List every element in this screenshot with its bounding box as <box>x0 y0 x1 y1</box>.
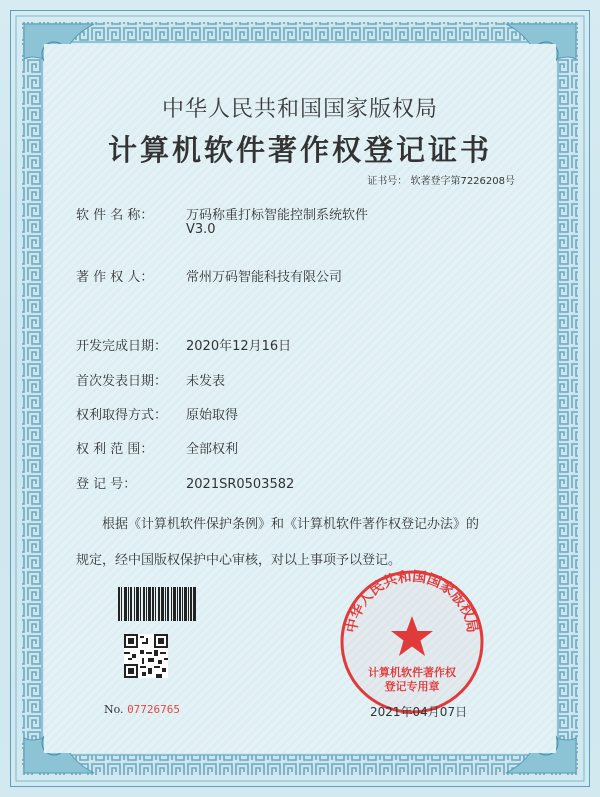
field-copyright-owner <box>76 266 342 285</box>
field-value: 2021SR0503582 <box>186 477 295 492</box>
certificate-title: 计算机软件著作权登记证书 <box>107 133 492 167</box>
field-acquisition-method <box>76 404 238 423</box>
field-label: 权利取得方式： <box>76 408 168 423</box>
certificate-number-label: 证书号： <box>367 176 408 187</box>
field-value: 原始取得 <box>186 408 239 423</box>
field-value: 万码称重打标智能控制系统软件 <box>186 208 369 223</box>
issuing-authority: 中华人民共和国国家版权局 <box>161 97 438 122</box>
field-rights-scope <box>76 438 238 457</box>
serial-number <box>104 703 180 716</box>
field-value: V3.0 <box>186 222 216 237</box>
official-seal <box>338 568 486 716</box>
field-label: 权 利 范 围： <box>76 442 154 457</box>
statement-line-1: 根据《计算机软件保护条例》和《计算机软件著作权登记办法》的 <box>102 517 480 532</box>
certificate-number-value: 软著登字第7226208号 <box>410 176 515 187</box>
barcode <box>118 587 196 621</box>
field-registration-number <box>76 473 294 492</box>
field-value: 未发表 <box>186 374 226 389</box>
field-label: 开发完成日期： <box>76 339 168 354</box>
seal-line-1: 计算机软件著作权 <box>368 666 456 679</box>
field-label: 首次发表日期： <box>76 374 168 389</box>
field-label: 软 件 名 称： <box>76 208 154 223</box>
issue-date: 2021年04月07日 <box>370 705 468 719</box>
field-value: 常州万码智能科技有限公司 <box>186 270 343 285</box>
field-software-name <box>76 204 368 223</box>
field-value: 2020年12月16日 <box>186 339 292 354</box>
qr-code <box>124 634 168 678</box>
field-completion-date <box>76 335 291 354</box>
seal-ring-text: 中华人民共和国国家版权局 <box>343 568 481 635</box>
field-label: 著 作 权 人： <box>76 270 154 285</box>
serial-number-label: No. <box>104 703 124 716</box>
seal-line-2: 登记专用章 <box>384 680 440 693</box>
serial-number-value: 07726765 <box>127 703 181 716</box>
statement-line-2: 规定，经中国版权保护中心审核，对以上事项予以登记。 <box>76 553 402 568</box>
field-value: 全部权利 <box>186 442 239 457</box>
field-label: 登 记 号： <box>76 477 137 492</box>
certificate-number <box>367 172 515 187</box>
field-first-publication <box>76 370 225 389</box>
field-software-version <box>76 222 216 237</box>
